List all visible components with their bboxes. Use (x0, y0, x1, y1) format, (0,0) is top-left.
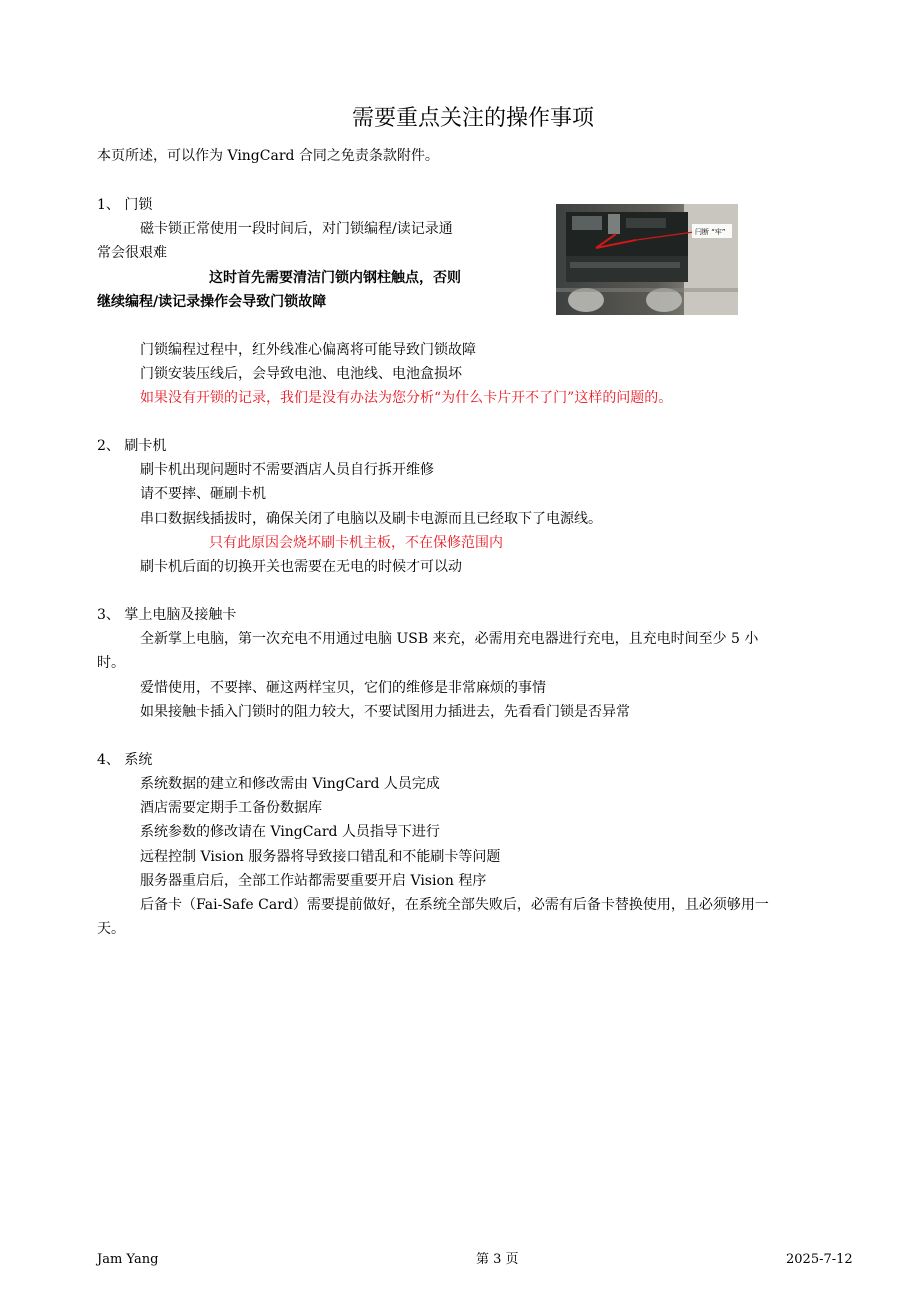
section-4-text: 系统数据的建立和修改需由 VingCard 人员完成 (140, 776, 440, 792)
section-4-text: 天。 (97, 921, 125, 937)
section-1-red-note: 如果没有开锁的记录，我们是没有办法为您分析“为什么卡片开不了门”这样的问题的。 (140, 390, 673, 406)
section-2-text: 串口数据线插拔时，确保关闭了电脑以及刷卡电源而且已经取下了电源线。 (140, 511, 602, 527)
section-3-heading: 3、 掌上电脑及接触卡 (97, 607, 237, 623)
section-2-text: 请不要摔、砸刷卡机 (140, 486, 266, 502)
section-3-text: 全新掌上电脑，第一次充电不用通过电脑 USB 来充，必需用充电器进行充电，且充电时间至少 5 小 (140, 631, 759, 647)
section-1-text: 磁卡锁正常使用一段时间后，对门锁编程/读记录通 (140, 221, 453, 237)
section-1-text: 门锁安装压线后，会导致电池、电池线、电池盒损坏 (140, 366, 462, 382)
section-4-text: 服务器重启后，全部工作站都需要重要开启 Vision 程序 (140, 873, 487, 889)
footer-date: 2025-7-12 (786, 1252, 853, 1267)
section-3-text: 时。 (97, 655, 125, 671)
section-3-text: 爱惜使用，不要摔、砸这两样宝贝，它们的维修是非常麻烦的事情 (140, 680, 546, 696)
section-1-warning: 这时首先需要清洁门锁内钢柱触点，否则 (209, 270, 461, 286)
section-4-text: 远程控制 Vision 服务器将导致接口错乱和不能刷卡等问题 (140, 849, 501, 865)
section-4-text: 系统参数的修改请在 VingCard 人员指导下进行 (140, 824, 440, 840)
footer-author: Jam Yang (97, 1252, 159, 1267)
section-3-text: 如果接触卡插入门锁时的阻力较大，不要试图用力插进去，先看看门锁是否异常 (140, 704, 630, 720)
door-lock-photo (556, 204, 738, 315)
intro-text: 本页所述，可以作为 VingCard 合同之免责条款附件。 (97, 148, 439, 164)
section-1-text: 门锁编程过程中，红外线准心偏离将可能导致门锁故障 (140, 342, 476, 358)
section-1-warning: 继续编程/读记录操作会导致门锁故障 (97, 294, 327, 310)
section-1-text: 常会很艰难 (97, 245, 167, 261)
section-2-text: 刷卡机后面的切换开关也需要在无电的时候才可以动 (140, 559, 462, 575)
section-4-text: 酒店需要定期手工备份数据库 (140, 800, 322, 816)
section-4-heading: 4、 系统 (97, 752, 153, 768)
page-title: 需要重点关注的操作事项 (351, 106, 594, 131)
footer-page-number: 第 3 页 (476, 1252, 519, 1267)
photo-label: 闩断 “牢” (695, 228, 726, 236)
section-2-red-note: 只有此原因会烧坏刷卡机主板，不在保修范围内 (209, 535, 503, 551)
section-2-heading: 2、 刷卡机 (97, 438, 167, 454)
section-1-heading: 1、 门锁 (97, 197, 153, 213)
section-4-text: 后备卡（Fai-Safe Card）需要提前做好，在系统全部失败后，必需有后备卡替换使用，且必须够用一 (140, 897, 769, 913)
section-2-text: 刷卡机出现问题时不需要酒店人员自行拆开维修 (140, 462, 434, 478)
